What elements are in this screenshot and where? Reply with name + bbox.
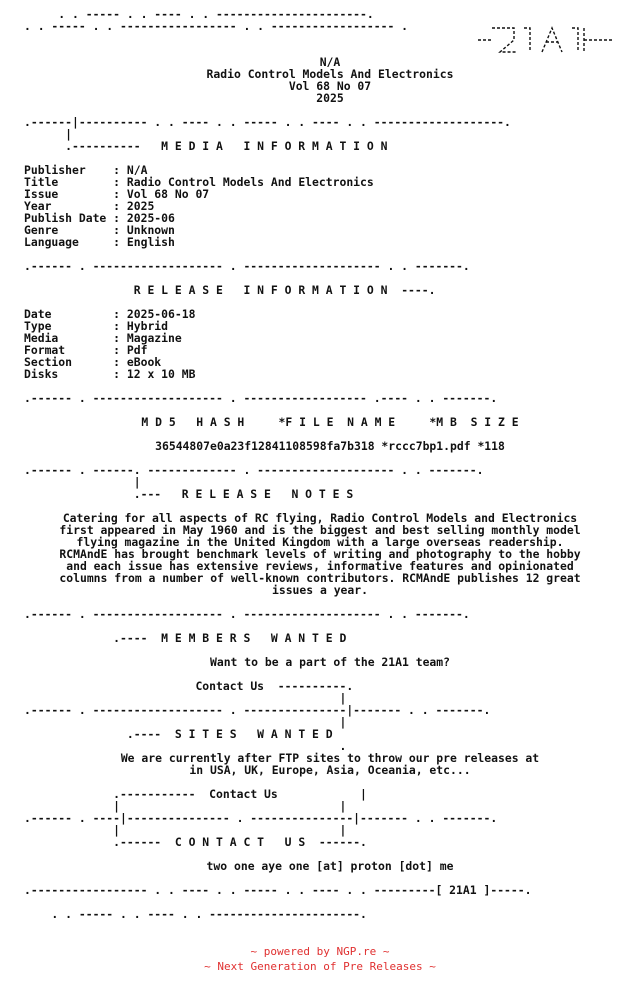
- art-line: .------ . ------------------- . -------------------- . . -------.: [24, 607, 470, 621]
- field-separator: :: [106, 367, 127, 381]
- header-issue: Vol 68 No 07: [288, 79, 372, 93]
- art-line: .------ . ------------------- . ---------------|------- . . -------.: [24, 703, 491, 717]
- field-key: Year: [24, 199, 107, 213]
- release-notes-heading: R E L E A S E N O T E S: [181, 487, 354, 501]
- field-value: N/A: [126, 163, 148, 177]
- field-value: 12 x 10 MB: [126, 367, 196, 381]
- field-key: Genre: [24, 223, 107, 237]
- art-line: |: [24, 127, 73, 141]
- members-heading-line: .---- M E M B E R S W A N T E D: [24, 631, 347, 645]
- field-key: Publish Date: [24, 211, 107, 225]
- art-line: . . ----- . . ---- . . ----------------------.: [24, 907, 367, 921]
- field-key: Issue: [24, 187, 107, 201]
- members-contact-link[interactable]: Contact Us: [195, 679, 265, 693]
- release-heading-line: R E L E A S E I N F O R M A T I O N ----.: [133, 283, 436, 297]
- art-line: .------ . ------. ------------- . -------------------- . . -------.: [24, 463, 484, 477]
- art-line: . . ----- . . ----------------- . . ------------------ .: [24, 19, 409, 33]
- art-line: |: [24, 475, 141, 489]
- art-line: .------ . ----|--------------- . ---------------|------- . . -------.: [24, 811, 498, 825]
- field-value: eBook: [126, 355, 162, 369]
- release-info-table: [24, 308, 636, 380]
- field-value: Hybrid: [126, 319, 169, 333]
- release-notes-line: issues a year.: [271, 583, 368, 597]
- contact-email: two one aye one [at] proton [dot] me: [206, 859, 454, 873]
- header-publisher: N/A: [319, 55, 341, 69]
- media-info-heading: M E D I A I N F O R M A T I O N: [161, 139, 388, 153]
- members-text: Want to be a part of the 21A1 team?: [209, 655, 451, 669]
- field-key: Media: [24, 331, 107, 345]
- field-value: Pdf: [126, 343, 148, 357]
- field-separator: :: [106, 199, 127, 213]
- field-value: English: [126, 235, 175, 249]
- powered-by-link[interactable]: ~ powered by NGP.re ~: [250, 945, 390, 958]
- release-notes-line: RCMAndE has brought benchmark levels of writing and photography to the hobby: [59, 547, 581, 561]
- field-separator: :: [106, 343, 127, 357]
- field-value: 2025: [126, 199, 155, 213]
- field-key: Publisher: [24, 163, 107, 177]
- group-tag: [ 21A1 ]: [435, 883, 491, 897]
- members-wanted-heading: M E M B E R S W A N T E D: [161, 631, 347, 645]
- field-key: Date: [24, 307, 107, 321]
- field-separator: :: [106, 307, 127, 321]
- sites-text-1: We are currently after FTP sites to throw our pre releases at: [120, 751, 540, 765]
- field-value: Vol 68 No 07: [126, 187, 210, 201]
- sites-heading-line: .---- S I T E S W A N T E D: [24, 727, 333, 741]
- media-heading-line: .---------- M E D I A I N F O R M A T I O N: [24, 139, 388, 153]
- release-notes-line: columns from a number of well-known contributors. RCMAndE publishes 12 great: [59, 571, 581, 585]
- field-separator: :: [106, 187, 127, 201]
- field-value: Radio Control Models And Electronics: [126, 175, 374, 189]
- files-heading: M D 5 H A S H *F I L E N A M E *M B S I Z E: [141, 415, 519, 429]
- header-title: Radio Control Models And Electronics: [206, 67, 454, 81]
- field-value: 2025-06: [126, 211, 175, 225]
- field-value: Magazine: [126, 331, 182, 345]
- release-notes-line: first appeared in May 1960 and is the biggest and best selling monthly model: [59, 523, 581, 537]
- field-value: Unknown: [126, 223, 175, 237]
- field-key: Format: [24, 343, 107, 357]
- field-key: Disks: [24, 367, 107, 381]
- art-line: |: [24, 715, 347, 729]
- members-contact-line: Contact Us ----------.: [195, 679, 354, 693]
- media-info-table: [24, 164, 636, 248]
- field-key: Section: [24, 355, 107, 369]
- release-info-row: [24, 368, 636, 380]
- field-separator: :: [106, 235, 127, 249]
- release-notes: [24, 512, 636, 596]
- art-line: |: [24, 691, 347, 705]
- art-line: | |: [24, 823, 347, 837]
- release-notes-line: flying magazine in the United Kingdom with a large overseas readership.: [76, 535, 564, 549]
- field-separator: :: [106, 319, 127, 333]
- field-separator: :: [106, 223, 127, 237]
- release-info-heading: R E L E A S E I N F O R M A T I O N: [133, 283, 388, 297]
- sites-text-2: in USA, UK, Europe, Asia, Oceania, etc...: [189, 763, 471, 777]
- file-entry: 36544807e0a23f12841108598fa7b318 *rccc7bp1.pdf *118: [155, 439, 505, 453]
- logo-art-icon: [472, 20, 622, 60]
- field-key: Title: [24, 175, 107, 189]
- field-separator: :: [106, 211, 127, 225]
- header-year: 2025: [316, 91, 344, 105]
- field-separator: :: [106, 355, 127, 369]
- contact-heading-line: .------ C O N T A C T U S ------.: [24, 835, 367, 849]
- group-logo: [472, 20, 622, 60]
- contact-heading: C O N T A C T U S: [174, 835, 306, 849]
- field-value: 2025-06-18: [126, 307, 196, 321]
- art-line: . . ----- . . ---- . . ----------------------.: [24, 7, 374, 21]
- sites-contact-line: .----------- Contact Us |: [24, 787, 367, 801]
- art-line: .------|---------- . . ---- . . ----- . . ---- . . -------------------.: [24, 115, 511, 129]
- field-key: Language: [24, 235, 107, 249]
- field-key: Type: [24, 319, 107, 333]
- art-line: | |: [24, 799, 347, 813]
- footer: [0, 944, 640, 974]
- media-info-row: [24, 236, 636, 248]
- art-line: .------ . ------------------- . -------------------- . . -------.: [24, 259, 470, 273]
- nfo-document: [24, 8, 636, 920]
- art-line: .: [24, 739, 347, 753]
- art-line: .------ . ------------------- . ------------------ .---- . . -------.: [24, 391, 498, 405]
- tag-line: .----------------- . . ---- . . ----- . . ---- . . ---------[ 21A1 ]-----.: [24, 883, 532, 897]
- notes-heading-line: .--- R E L E A S E N O T E S: [24, 487, 354, 501]
- field-separator: :: [106, 331, 127, 345]
- field-separator: :: [106, 163, 127, 177]
- release-notes-line: and each issue has extensive reviews, informative features and opinionated: [66, 559, 574, 573]
- sites-wanted-heading: S I T E S W A N T E D: [174, 727, 333, 741]
- footer-tagline: ~ Next Generation of Pre Releases ~: [204, 960, 436, 973]
- field-separator: :: [106, 175, 127, 189]
- sites-contact-link[interactable]: Contact Us: [209, 787, 278, 801]
- release-notes-line: Catering for all aspects of RC flying, Radio Control Models and Electronics: [62, 511, 578, 525]
